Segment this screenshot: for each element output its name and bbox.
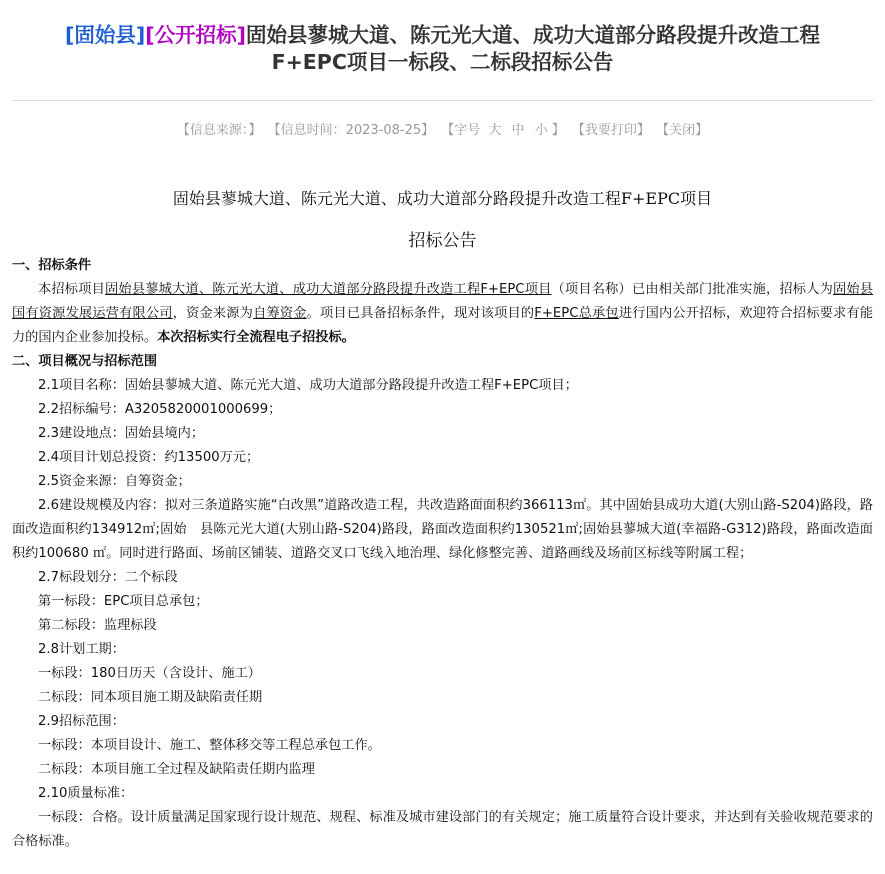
font-size-label: 【字号 [441, 123, 481, 138]
document-body [12, 254, 873, 854]
item-line: 2.7标段划分：二个标段 [38, 570, 178, 585]
item-line: 2.2招标编号：A3205820001000699； [38, 402, 282, 417]
s1-text-1: 本招标项目 [38, 282, 106, 297]
font-size-control [440, 123, 566, 138]
section-1-title: 一、招标条件 [12, 258, 92, 273]
s1-text-4: 。项目已具备招标条件，现对该项目的 [306, 306, 535, 321]
print-link[interactable]: 【我要打印】 [571, 123, 650, 138]
item-line: 2.4项目计划总投资：约13500万元； [38, 450, 260, 465]
info-source: 【信息来源：】 [176, 123, 262, 138]
s1-text-3: ，资金来源为 [172, 306, 254, 321]
item-line: 一标段：180日历天（含设计、施工） [38, 666, 261, 681]
meta-bar [12, 119, 873, 138]
item-line: 2.9招标范围： [38, 714, 125, 729]
s1-text-5: 进行国内公开招标，欢迎符合招标要求有能力的国内企业参加投标。 [12, 306, 874, 345]
title-line-1 [12, 22, 873, 49]
contract-type: F+EPC总承包 [534, 306, 619, 321]
s1-text-2: （项目名称）已由相关部门批准实施，招标人为 [551, 282, 834, 297]
county-tag[interactable]: [固始县] [65, 23, 146, 47]
info-time: 【信息时间：2023-08-25】 [267, 123, 435, 138]
font-size-large-link[interactable]: 大 [488, 123, 502, 138]
page-title [12, 22, 873, 76]
title-divider [12, 100, 873, 101]
section-2-title: 二、项目概况与招标范围 [12, 354, 158, 369]
item-line: 2.1项目名称：固始县蓼城大道、陈元光大道、成功大道部分路段提升改造工程F+EPC项目； [38, 378, 578, 393]
document-subheading: 招标公告 [408, 231, 477, 251]
item-line: 2.8计划工期： [38, 642, 125, 657]
title-line-2: F+EPC项目一标段、二标段招标公告 [271, 50, 614, 74]
category-tag[interactable]: [公开招标] [145, 23, 246, 47]
font-size-medium-link[interactable]: 中 [511, 123, 525, 138]
item-line: 二标段：同本项目施工期及缺陷责任期 [38, 690, 263, 705]
close-link[interactable]: 【关闭】 [656, 123, 709, 138]
item-line: 2.3建设地点：固始县境内； [38, 426, 205, 441]
scale-paragraph: 2.6建设规模及内容：拟对三条道路实施“白改黑”道路改造工程，共改造路面面积约366113㎡。其中固始县成功大道(大别山路-S204)路段，路面改造面积约134912㎡;固始 县陈元光大道(大别山路-S204)路段，路面改造面积约130521㎡;固始县蓼城大道(幸福路-G312)路段，路面改造面积约100680 ㎡。同时进行路面、场前区铺装、道路交叉口飞线入地治理、绿化修整完善、道路画线及场前区标线等附属工程； [12, 498, 873, 561]
fund-source: 自筹资金 [253, 306, 307, 321]
font-size-close: 】 [551, 123, 565, 138]
item-line: 第一标段：EPC项目总承包； [38, 594, 209, 609]
quality-paragraph: 一标段：合格。设计质量满足国家现行设计规范、规程、标准及城市建设部门的有关规定；施工质量符合设计要求，并达到有关验收规范要求的合格标准。 [12, 810, 873, 849]
project-name: 固始县蓼城大道、陈元光大道、成功大道部分路段提升改造工程F+EPC项目 [105, 282, 552, 297]
item-line: 第二标段：监理标段 [38, 618, 157, 633]
title-text-1: 固始县蓼城大道、陈元光大道、成功大道部分路段提升改造工程 [246, 23, 820, 47]
item-line: 2.5资金来源：自筹资金； [38, 474, 191, 489]
item-line: 2.10质量标准： [38, 786, 134, 801]
font-size-small-link[interactable]: 小 [534, 123, 548, 138]
item-line: 二标段：本项目施工全过程及缺陷责任期内监理 [38, 762, 315, 777]
document-heading: 固始县蓼城大道、陈元光大道、成功大道部分路段提升改造工程F+EPC项目 [172, 189, 713, 208]
tenderer-name: 固始县国有资源发展运营有限公司 [12, 282, 874, 321]
item-line: 一标段：本项目设计、施工、整体移交等工程总承包工作。 [38, 738, 381, 753]
section-1-paragraph [12, 278, 873, 350]
e-bidding-note: 本次招标实行全流程电子招投标。 [157, 330, 355, 345]
